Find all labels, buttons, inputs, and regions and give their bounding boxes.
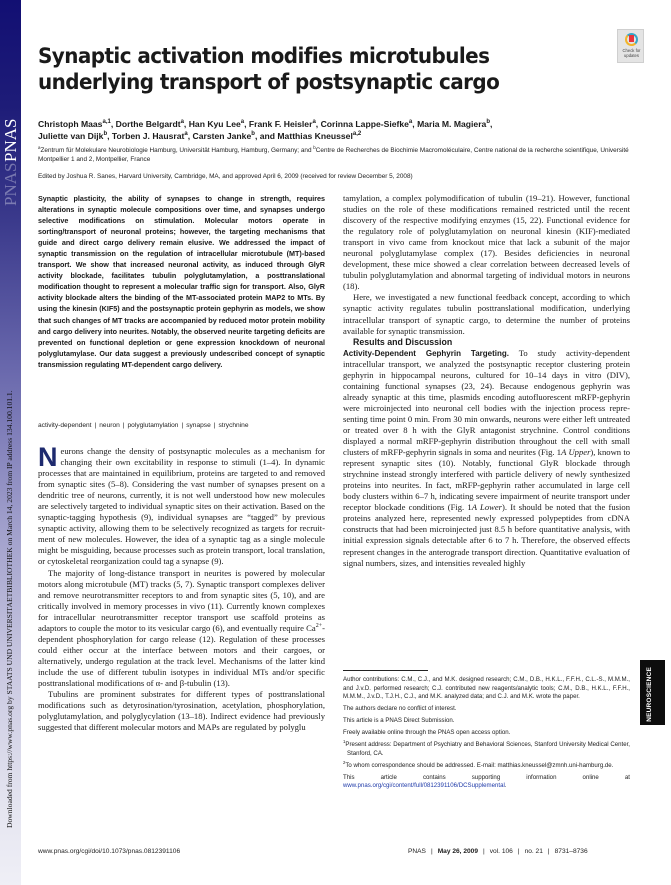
author-name: Dorthe Belgardt bbox=[115, 119, 181, 129]
author-affiliation-mark: a bbox=[240, 119, 245, 126]
issue-number: no. 21 bbox=[524, 848, 543, 855]
pnas-logo-watermark: PNAS bbox=[1, 162, 20, 206]
author-separator: , and bbox=[254, 131, 278, 141]
author-name: Han Kyu Lee bbox=[188, 119, 241, 129]
download-notice: Downloaded from https://www.pnas.org by STAATS UND UNIVERSITAETBIBLIOTHEK on March 14, 2023 from IP address 134.100.101.1. bbox=[5, 390, 14, 828]
keyword-separator: | bbox=[94, 422, 97, 429]
conflict-statement: The authors declare no conflict of interest. bbox=[343, 705, 457, 713]
footnote-text: To whom correspondence should be addressed. E-mail: matthias.kneussel@zmnh.uni-hamburg.de. bbox=[345, 761, 614, 769]
author-name: Carsten Janke bbox=[192, 131, 252, 141]
author-separator: , bbox=[315, 119, 321, 129]
author-name: Matthias Kneussel bbox=[277, 131, 353, 141]
body-paragraph bbox=[38, 568, 325, 690]
section-heading: Results and Discussion bbox=[353, 336, 453, 347]
author-name: Torben J. Hausrat bbox=[111, 131, 185, 141]
author-name: Christoph Maas bbox=[38, 119, 103, 129]
author-affiliation-mark: a,2 bbox=[352, 131, 362, 138]
footnote-text: Present address: Department of Psychiatry and Behavioral Sciences, Stanford University Medical Center, Stanford, CA. bbox=[345, 741, 630, 757]
supporting-info-note bbox=[343, 774, 630, 791]
author-affiliation-mark: b bbox=[251, 131, 255, 138]
author-affiliation-mark: a bbox=[180, 119, 184, 126]
article-title: Synaptic activation modifies microtubules underlying transport of postsynaptic cargo bbox=[38, 44, 500, 94]
check-for-updates-badge[interactable] bbox=[617, 29, 644, 63]
separator: | bbox=[547, 848, 550, 855]
body-column-left bbox=[38, 442, 325, 733]
volume: vol. 106 bbox=[489, 848, 513, 855]
footnote-mark: 2 bbox=[343, 759, 346, 765]
author-affiliation-mark: a,1 bbox=[102, 119, 111, 126]
author-list bbox=[38, 118, 598, 142]
open-access-note: Freely available online through the PNAS open access option. bbox=[343, 729, 511, 737]
keyword: polyglutamylation bbox=[127, 422, 179, 429]
journal-name: PNAS bbox=[408, 848, 426, 855]
body-paragraph bbox=[343, 348, 630, 569]
submission-note: This article is a PNAS Direct Submission. bbox=[343, 717, 455, 725]
paragraph-text: ). It should be noted that the fusion proteins analyzed here, represented newly expressed polypeptides from cDNA constructs that had been microinjected just 8.5 h before quantitative analysis, with initial expression signals detectable after 6 to 7 h. Therefore, the observed effects represent changes in the anterograde transport direction. Quantitative evaluation of signal numbers, sizes, and intensities revealed highly bbox=[343, 502, 630, 568]
author-separator: , bbox=[187, 131, 193, 141]
footnote-mark: 1 bbox=[343, 739, 346, 745]
keyword-separator: | bbox=[122, 422, 125, 429]
author-contributions: Author contributions: C.M., C.J., and M.K. designed research; C.M., D.B., H.K.L., F.F.H., C.L.-S., M.M.M., and J.v.D. performed research; C.J. contributed new reagents/analytic tools; C.M., D.B., H.K.L., F.F.H., M.M.M., J.v.D., T.J.H., C.J., and M.K. analyzed data; and C.J. and M.K. wrote the paper. bbox=[343, 676, 630, 701]
superscript: 2+ bbox=[315, 622, 323, 629]
paragraph-text: To study activity-dependent intracellular transport, we analyzed the postsynaptic receptor clustering protein gephyrin in hippocampal neurons, cultured for 10–14 days in vitro (DIV), containing functional synapses (23, 24). Because endogenous gephyrin was already synaptic at this time, plasmids encoding autofluorescent mRFP-gephyrin were microinjected into neuronal cell bodies with the injection process representing time point 0 min. From 30 min onwards, neurons were either left untreated or treated over 8 h with the GlyR antagonist strychnine. Control conditions displayed a normal mRFP-gephyrin distribution throughout the cell with small clusters of mRFP-gephyrin signals in soma and neurites (Fig. 1 bbox=[343, 347, 630, 458]
section-tab bbox=[640, 660, 665, 725]
keyword: strychnine bbox=[218, 422, 249, 429]
affiliation-b: Centre de Recherches de Biochimie Macromoléculaire, Centre national de la recherche scientifique, Université Montpellier 1 and 2, Montpellier, France bbox=[38, 147, 629, 163]
author-name: Maria M. Magiera bbox=[417, 119, 487, 129]
author-separator: , bbox=[490, 119, 493, 129]
footnotes bbox=[343, 676, 630, 794]
journal-side-band bbox=[0, 0, 21, 885]
author-affiliation-mark: b bbox=[103, 131, 108, 138]
keyword-separator: | bbox=[181, 422, 184, 429]
author-affiliation-mark: b bbox=[486, 119, 490, 126]
paragraph-text: eurons change the density of postsynaptic molecules as a mechanism for changing their own excitability in response to stimuli (1–4). In dynamic processes that are maintained in equilibrium, proteins are targeted to and removed from synaptic sites (5–8). Considering the vast number of synapses present on a dendritic tree of neurons, currently, it is not well understood how new molecules are selectively targeted to individual synaptic sites on their activation. Based on the synaptic-tagging hypothesis (9), individual synapses are “tagged” by previous synaptic activity, allowing them to be selectively recognized as targets for recruitment of new molecules. However, the idea of a synaptic tag as a single molecule might be misguiding, because processes such as protein transport, local translation, or cytoskeletal reorganization could tag a synapse (9). bbox=[38, 446, 325, 567]
pnas-logo: PNAS bbox=[1, 118, 20, 162]
author-name: Frank F. Heisler bbox=[248, 119, 313, 129]
supporting-info-link[interactable]: www.pnas.org/cgi/content/full/0812391106/DCSupplemental bbox=[343, 782, 505, 790]
separator: | bbox=[430, 848, 433, 855]
badge-line-1: Check for bbox=[622, 48, 641, 53]
drop-cap: N bbox=[38, 442, 58, 472]
body-paragraph: tamylation, a complex polymodification of tubulin (19–21). However, functional studies on the role of these modifications remained restricted until the recent discovery of the respective modifying enzymes (15, 22). Functional evidence for the regulatory role of polyglutamylation on neuronal kinesin (KIF)-mediated transport in vivo came from knockout mice that lack a subunit of the major neuronal polyglutamylase complex (17). Besides deficiencies in neuronal development, these mice showed a clear correlation between decreased levels of tubulin polyglutamylation and abnormal targeting of individual motors in neurons (18). bbox=[343, 193, 630, 292]
edited-by-line: Edited by Joshua R. Sanes, Harvard University, Cambridge, MA, and approved April 6, 2009 (received for review December 5, 2008) bbox=[38, 173, 413, 180]
check-for-updates-label bbox=[618, 48, 645, 58]
figure-reference[interactable]: A Upper bbox=[561, 447, 591, 458]
paragraph-text: ), known to represent synaptic sites (10). Notably, functional GlyR blockade through strychnine instead strongly interfered with particle delivery of newly synthesized proteins into neurites. In fact, mRFP-gephyrin rather accumulated in large cell body clusters within 6–7 h, indicating severe impairment of neurite transport under receptor blockade conditions (Fig. 1 bbox=[343, 447, 631, 513]
keywords bbox=[38, 421, 325, 430]
author-separator: , bbox=[110, 119, 116, 129]
author-name: Corinna Lappe-Siefke bbox=[320, 119, 409, 129]
author-separator: , bbox=[244, 119, 249, 129]
doi-link[interactable]: www.pnas.org/cgi/doi/10.1073/pnas.0812391106 bbox=[38, 848, 181, 855]
crossmark-flag-icon bbox=[629, 35, 634, 42]
issue-date: May 26, 2009 bbox=[437, 848, 479, 855]
affiliation-a: Zentrum für Molekulare Neurobiologie Hamburg, Universität Hamburg, Hamburg, Germany; and bbox=[40, 147, 314, 154]
author-affiliation-mark: a bbox=[408, 119, 413, 126]
keyword-separator: | bbox=[213, 422, 216, 429]
author-separator: , bbox=[412, 119, 418, 129]
body-paragraph: Tubulins are prominent substrates for different types of posttranslational modifications such as detyrosination/tyrosination, acetylation, phosphorylation, polyglutamylation, and polyglycylation (13–18). Indirect evidence had previously suggested that different molecular motors and MAPs are regulated by polyglu bbox=[38, 689, 325, 733]
author-affiliation-mark: a bbox=[312, 119, 316, 126]
body-column-right bbox=[343, 193, 630, 569]
separator: | bbox=[517, 848, 520, 855]
affiliation-b-mark: b bbox=[313, 144, 316, 150]
author-separator: , bbox=[107, 131, 112, 141]
affiliations bbox=[38, 146, 638, 164]
si-end: . bbox=[504, 782, 507, 790]
paragraph-text: -dependent phosphorylation for cargo release (12). Regulation of these processes could either occur at the interface between motors and their cargoes, or alternatively, undergo regulation at the track level. Mechanisms of the latter kind include the use of different tubulin isotypes in individual MTs and/or specific posttranslational modifications of α- and β-tubulin (13). bbox=[38, 622, 325, 688]
keyword: synapse bbox=[186, 422, 211, 429]
citation-line bbox=[408, 848, 588, 855]
page-range: 8731–8736 bbox=[554, 848, 588, 855]
si-text: This article contains supporting information online at bbox=[343, 773, 630, 781]
affiliation-a-mark: a bbox=[38, 144, 41, 150]
badge-line-2: updates bbox=[624, 53, 639, 58]
run-in-heading: Activity-Dependent Gephyrin Targeting. bbox=[343, 348, 509, 358]
abstract: Synaptic plasticity, the ability of synapses to change in strength, requires alterations in synaptic molecule compositions over time, and synapses undergo selective modifications on stimulation. Molecular motors operate in sorting/transport of neuronal proteins; however, the targeting mechanisms that guide and direct cargo delivery remain elusive. We addressed the impact of synaptic transmission on the regulation of intracellular microtubule (MT)-based transport. We show that increased neuronal activity, as induced through GlyR activity blockade, facilitates tubulin polyglutamylation, a posttranslational modification thought to represent a molecular traffic sign for transport. Also, GlyR activity blockade alters the binding of the MT-associated protein MAP2 to MTs. By using the kinesin (KIF5) and the postsynaptic protein gephyrin as models, we show that such changes of MT tracks are accompanied by reduced motor protein mobility and cargo delivery into neurites. Notably, the observed neurite targeting deficits are prevented on functional depletion or gene expression knockdown of neuronal polyglutamylase. Our data suggest a previously undescribed concept of synaptic transmission regulating MT-dependent cargo delivery. bbox=[38, 194, 325, 369]
paragraph-text: The majority of long-distance transport in neurites is powered by molecular motors along microtubule (MT) tracks (5, 7). Synaptic transport complexes deliver and remove neurotransmitter receptors to and from synaptic sites (5, 10), and are critically involved in memory processes in vivo (11). Currently known complexes for intracellular neurotransmitter receptor transport use scaffold proteins as adaptors to couple the motor to its vesicular cargo (6), and eventually require Ca bbox=[38, 567, 325, 633]
body-paragraph bbox=[38, 442, 325, 568]
author-affiliation-mark: a bbox=[184, 131, 188, 138]
footnote-1 bbox=[343, 741, 630, 758]
separator: | bbox=[483, 848, 485, 855]
footnote-2 bbox=[343, 759, 630, 771]
author-separator: , bbox=[183, 119, 189, 129]
figure-reference[interactable]: A Lower bbox=[471, 502, 503, 513]
footnote-divider bbox=[343, 670, 428, 671]
section-tab-label: NEUROSCIENCE bbox=[646, 667, 653, 722]
body-paragraph: Here, we investigated a new functional feedback concept, according to which synaptic activity regulates tubulin posttranslational modification, underlying intracellular transport of synaptic cargo, to determine the number of proteins available for synaptic transmission. bbox=[343, 292, 630, 336]
keyword: neuron bbox=[99, 422, 120, 429]
keyword: activity-dependent bbox=[38, 422, 92, 429]
author-name: Juliette van Dijk bbox=[38, 131, 104, 141]
